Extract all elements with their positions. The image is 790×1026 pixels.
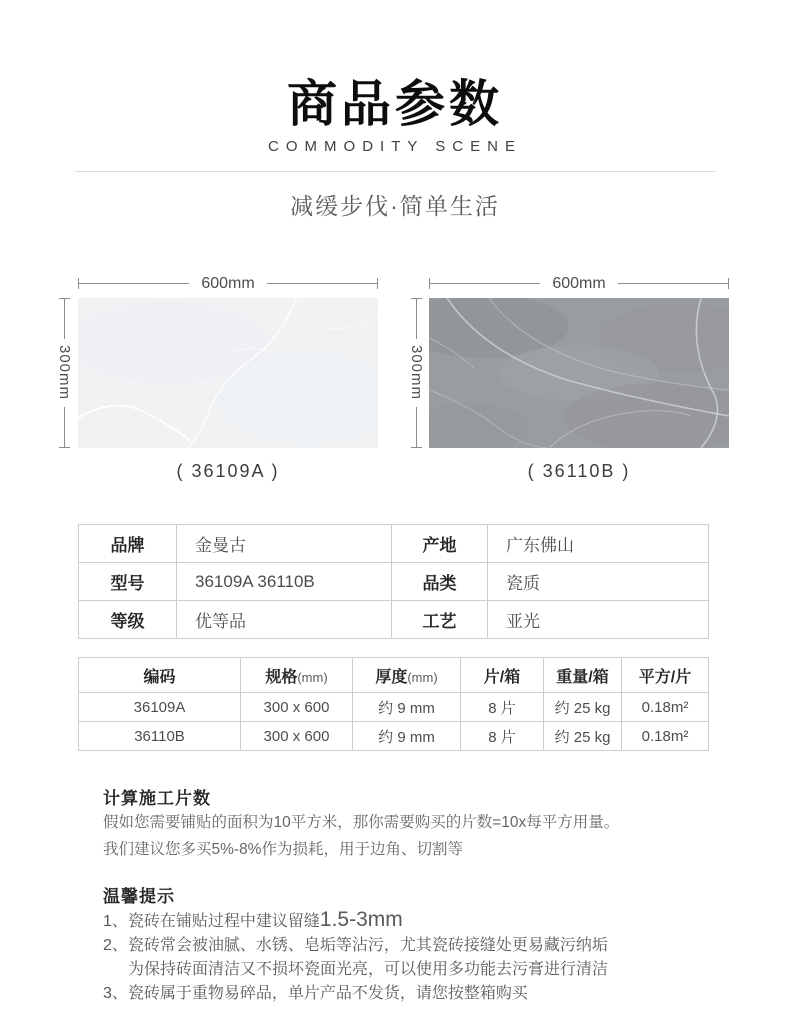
dimension-line: [64, 299, 65, 339]
tip-item-continuation: 为保持砖面清洁又不损坏瓷面光亮，可以使用多功能去污膏进行清洁: [128, 961, 609, 978]
size-cell: 约 25 kg: [544, 693, 622, 722]
height-dimension-right: [410, 298, 423, 448]
width-dimension-right: [429, 274, 729, 292]
spec-value: 36109A 36110B: [177, 563, 392, 601]
size-cell: 0.18m²: [622, 693, 709, 722]
calc-line: 假如您需要铺贴的面积为10平方米，那你需要购买的片数=10x每平方用量。: [103, 814, 620, 831]
tip-number: 2、: [103, 937, 128, 954]
page-title: 商品参数: [287, 76, 503, 132]
size-cell: 36109A: [79, 693, 241, 722]
size-header: 重量/箱: [544, 658, 622, 693]
spec-label: 工艺: [392, 601, 488, 639]
height-label-left: 300mm: [56, 345, 73, 401]
size-header: 规格(mm): [241, 658, 353, 693]
width-label-left: 600mm: [201, 274, 255, 292]
dimension-line: [430, 283, 540, 284]
size-cell: 8 片: [461, 693, 544, 722]
dimension-line: [416, 299, 417, 339]
size-cell: 约 9 mm: [353, 693, 461, 722]
tip-text: 瓷砖属于重物易碎品，单片产品不发货，请您按整箱购买: [127, 985, 528, 1002]
size-header: 厚度(mm): [353, 658, 461, 693]
height-dimension-left: [58, 298, 71, 448]
tile-code-36109a: ( 36109A ): [176, 461, 280, 481]
tip-text: 瓷砖在铺贴过程中建议留缝: [127, 913, 320, 930]
tip-text: 瓷砖常会被油腻、水锈、皂垢等沾污，尤其瓷砖接缝处更易藏污纳垢: [127, 937, 608, 954]
spec-table-row: [79, 601, 709, 639]
size-header: 编码: [79, 658, 241, 693]
tips-list: [103, 909, 743, 1007]
spec-label: 品类: [392, 563, 488, 601]
dimension-line: [618, 283, 728, 284]
spec-value: 亚光: [488, 601, 709, 639]
calc-section-body: [103, 809, 723, 863]
tip-highlight: 1.5-3mm: [319, 908, 403, 931]
spec-table-row: [79, 563, 709, 601]
page-subtitle: COMMODITY SCENE: [268, 138, 522, 155]
size-header: 片/箱: [461, 658, 544, 693]
tips-section-heading: 温馨提示: [103, 887, 175, 906]
size-table-header-row: [79, 658, 709, 693]
dimension-line: [79, 283, 189, 284]
size-table: [78, 657, 709, 751]
size-table-row: [79, 722, 709, 751]
size-cell: 0.18m²: [622, 722, 709, 751]
tile-image-36110b: [429, 298, 729, 448]
dimension-line: [416, 407, 417, 447]
tile-code-36110b: ( 36110B ): [527, 461, 631, 481]
size-cell: 300 x 600: [241, 693, 353, 722]
spec-label: 等级: [79, 601, 177, 639]
tip-number: 3、: [103, 985, 128, 1002]
calc-section-heading: 计算施工片数: [103, 789, 211, 808]
spec-label: 型号: [79, 563, 177, 601]
size-cell: 300 x 600: [241, 722, 353, 751]
size-cell: 36110B: [79, 722, 241, 751]
size-cell: 约 25 kg: [544, 722, 622, 751]
dimension-line: [267, 283, 377, 284]
width-label-right: 600mm: [552, 274, 606, 292]
dimension-tick: [59, 447, 70, 448]
spec-value: 优等品: [177, 601, 392, 639]
tip-item: [103, 983, 743, 1004]
spec-table: [78, 524, 709, 639]
dimension-line: [64, 407, 65, 447]
tip-item: [103, 935, 743, 956]
spec-value: 瓷质: [488, 563, 709, 601]
tip-item: [103, 909, 743, 932]
spec-value: 广东佛山: [488, 525, 709, 563]
spec-label: 品牌: [79, 525, 177, 563]
spec-table-row: [79, 525, 709, 563]
calc-line: 我们建议您多买5%-8%作为损耗，用于边角、切割等: [103, 841, 463, 858]
tagline: 减缓步伐·简单生活: [290, 193, 500, 219]
size-header: 平方/片: [622, 658, 709, 693]
spec-value: 金曼古: [177, 525, 392, 563]
header-divider: [75, 171, 715, 172]
size-cell: 8 片: [461, 722, 544, 751]
tile-image-36109a: [78, 298, 378, 448]
width-dimension-left: [78, 274, 378, 292]
dimension-tick: [728, 278, 729, 289]
dimension-tick: [377, 278, 378, 289]
size-table-row: [79, 693, 709, 722]
dimension-tick: [411, 447, 422, 448]
size-cell: 约 9 mm: [353, 722, 461, 751]
spec-label: 产地: [392, 525, 488, 563]
height-label-right: 300mm: [408, 345, 425, 401]
tip-number: 1、: [103, 913, 128, 930]
